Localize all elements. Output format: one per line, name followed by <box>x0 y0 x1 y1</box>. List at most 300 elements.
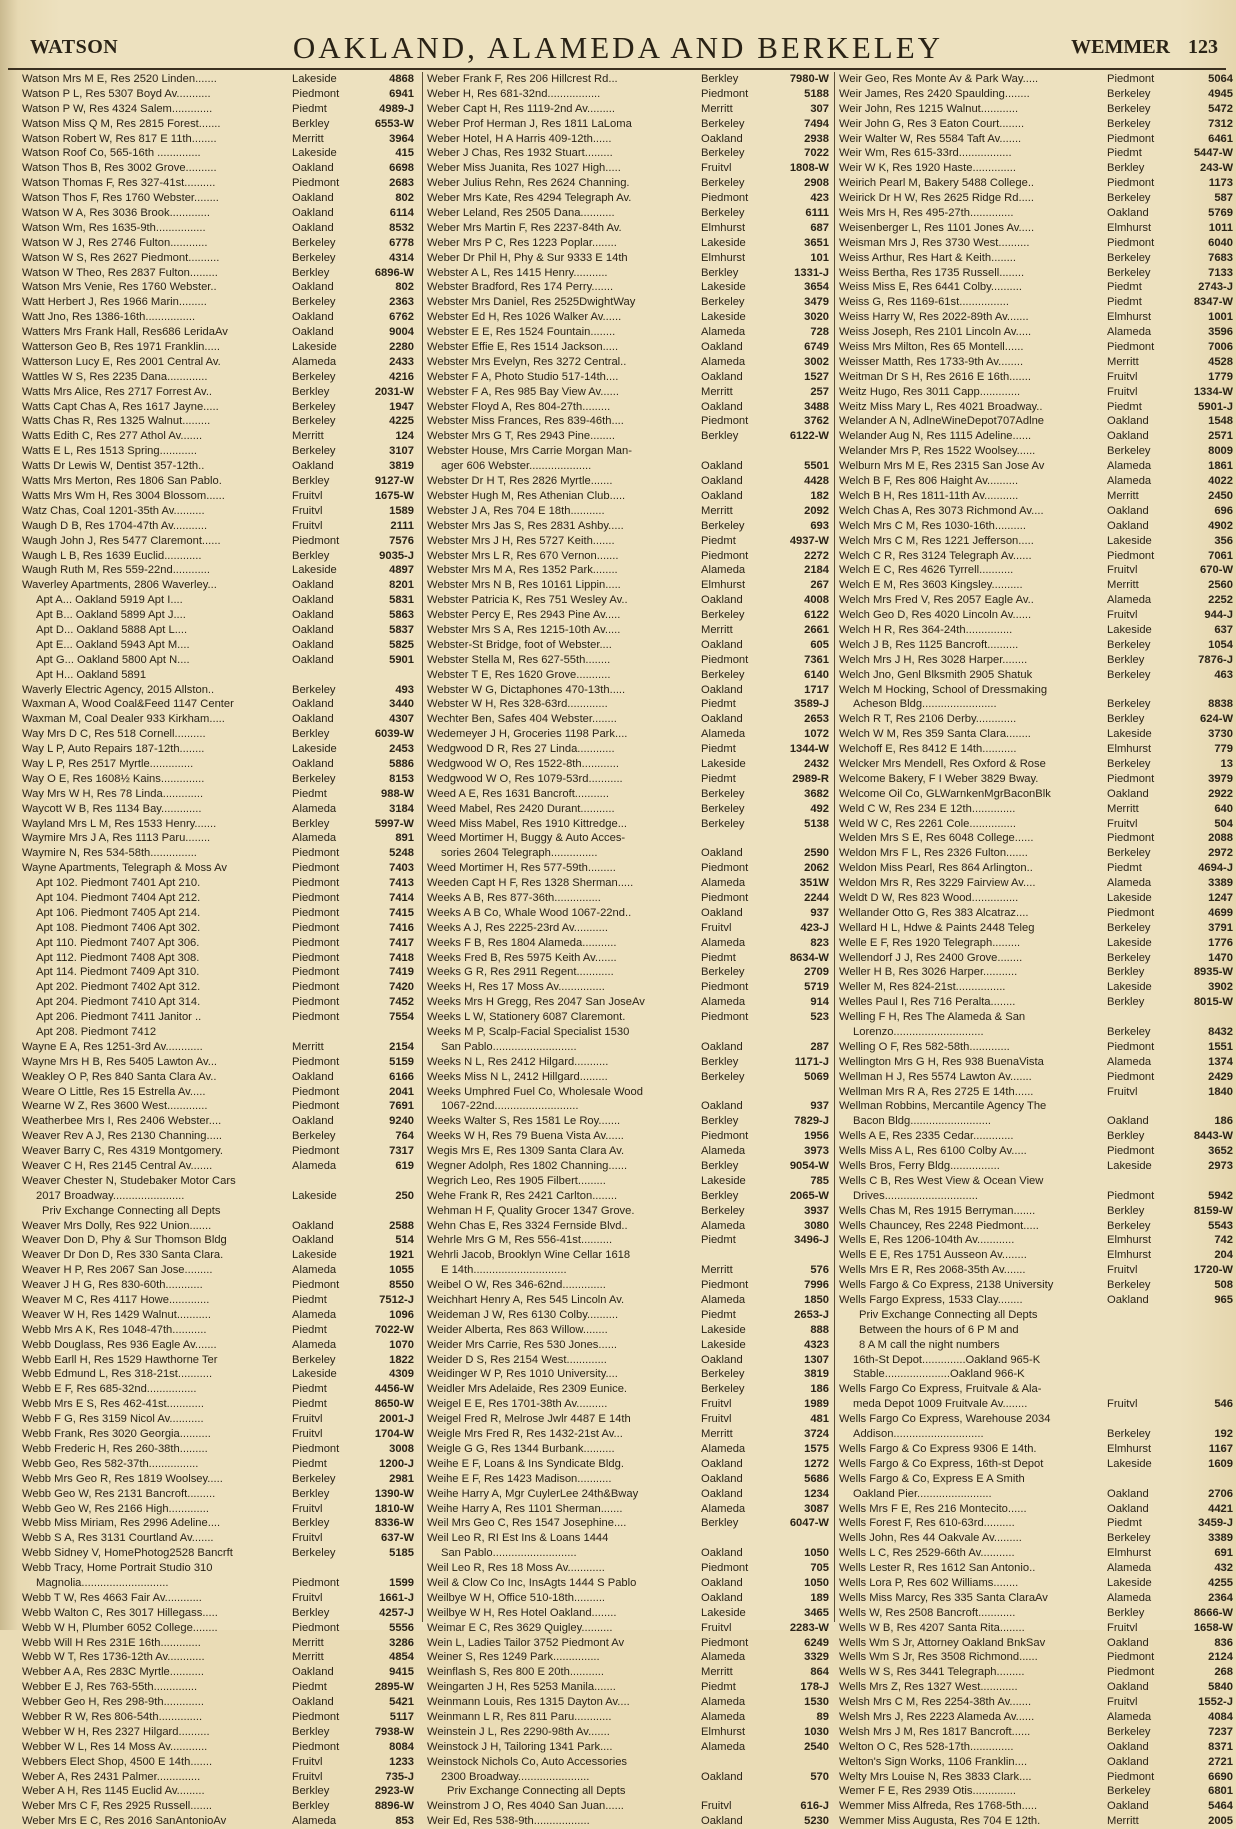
listing-entry <box>839 697 1233 712</box>
listing-entry <box>427 757 829 772</box>
listing-entry <box>22 1531 414 1546</box>
listing-phone-number: 5837 <box>389 623 414 636</box>
listing-entry <box>427 623 829 638</box>
listing-exchange: Oakland <box>1107 415 1149 428</box>
listing-exchange: Oakland <box>701 906 743 919</box>
listing-name: Addison............................. <box>853 1428 984 1441</box>
listing-entry <box>427 1353 829 1368</box>
listing-name: Wells Chauncey, Res 2248 Piedmont..... <box>839 1219 1039 1232</box>
header-right-guide-word: WEMMER <box>1071 36 1170 58</box>
listing-exchange: Fruitvl <box>701 921 732 934</box>
listing-phone-number: 8838 <box>1208 698 1233 711</box>
listing-name: Weber Mrs E C, Res 2016 SanAntonioAv <box>22 1815 227 1828</box>
listing-entry <box>22 1606 414 1621</box>
listing-name: Wemmer Miss Augusta, Res 704 E 12th. <box>839 1815 1041 1828</box>
listing-phone-number: 576 <box>810 1264 829 1277</box>
listing-name: Welch Mrs C M, Res 1221 Jefferson..... <box>839 534 1034 547</box>
listing-entry <box>427 1397 829 1412</box>
listing-name: Weaver Barry C, Res 4319 Montgomery. <box>22 1145 224 1158</box>
listing-name: Weber Julius Rehn, Res 2624 Channing. <box>427 177 630 190</box>
listing-phone-number: 891 <box>395 832 414 845</box>
listing-name: meda Depot 1009 Fruitvale Av........ <box>853 1398 1028 1411</box>
listing-entry <box>22 489 414 504</box>
listing-exchange: Berkeley <box>1107 668 1151 681</box>
listing-name: Way O E, Res 1608½ Kains.............. <box>22 772 205 785</box>
listing-name: Watterson Lucy E, Res 2001 Central Av. <box>22 355 221 368</box>
listing-name: Watson Miss Q M, Res 2815 Forest....... <box>22 117 221 130</box>
listing-phone-number: 1096 <box>389 1308 414 1321</box>
listing-exchange: Berkley <box>1107 996 1145 1009</box>
listing-name: Apt 108. Piedmont 7406 Apt 302. <box>36 921 201 934</box>
listing-entry <box>839 1784 1233 1799</box>
listing-exchange: Berkeley <box>701 802 745 815</box>
listing-phone-number: 3107 <box>389 445 414 458</box>
listing-phone-number: 9004 <box>389 326 414 339</box>
listing-name: Wells Chas M, Res 1915 Berryman....... <box>839 1204 1036 1217</box>
listing-exchange: Piedmont <box>1107 73 1155 85</box>
listing-exchange: Oakland <box>1107 787 1149 800</box>
listing-entry <box>839 1397 1233 1412</box>
listing-exchange: Piedmont <box>701 1130 749 1143</box>
listing-name: Wedgwood W O, Res 1522-8th............ <box>427 757 619 770</box>
listing-entry <box>427 1427 829 1442</box>
listing-exchange: Alameda <box>701 1740 746 1753</box>
listing-name: Watson W J, Res 2746 Fulton............ <box>22 236 208 249</box>
listing-exchange: Oakland <box>701 132 743 145</box>
listing-entry <box>839 474 1233 489</box>
listing-entry <box>22 236 414 251</box>
listing-entry <box>22 1457 414 1472</box>
listing-phone-number: 1609 <box>1208 1457 1233 1470</box>
listing-entry <box>839 1427 1233 1442</box>
listing-entry <box>22 1725 414 1740</box>
listing-entry <box>427 1263 829 1278</box>
listing-name: Weinstein J L, Res 2290-98th Av....... <box>427 1725 610 1738</box>
listing-name: Wells Wm S Jr, Attorney Oakland BnkSav <box>839 1636 1046 1649</box>
listing-name: Weil Mrs Geo C, Res 1547 Josephine.... <box>427 1517 627 1530</box>
listing-name: Wells Miss A L, Res 6100 Colby Av..... <box>839 1145 1027 1158</box>
listing-name: Weir John G, Res 3 Eaton Court........ <box>839 117 1025 130</box>
listing-phone-number: 268 <box>1214 1666 1233 1679</box>
listing-exchange: Fruitvl <box>1107 1621 1138 1634</box>
listing-entry <box>427 117 829 132</box>
listing-entry <box>22 444 414 459</box>
listing-entry <box>22 325 414 340</box>
listing-phone-number: 3651 <box>804 236 829 249</box>
listing-phone-number: 257 <box>810 385 829 398</box>
listing-entry <box>839 1233 1233 1248</box>
listing-phone-number: 4309 <box>389 1368 414 1381</box>
listing-phone-number: 9127-W <box>374 475 414 488</box>
listing-name: Weir Wm, Res 615-33rd................. <box>839 147 1012 160</box>
listing-entry <box>22 1502 414 1517</box>
listing-name: Welch Mrs Fred V, Res 2057 Eagle Av.. <box>839 594 1034 607</box>
listing-phone-number: 3329 <box>804 1651 829 1664</box>
listing-phone-number: 1810-W <box>374 1502 414 1515</box>
listing-entry <box>839 176 1233 191</box>
listing-name: Priv Exchange Connecting all Depts <box>859 1308 1038 1321</box>
listing-name: Webb T W, Res 4663 Fair Av............ <box>22 1591 202 1604</box>
listing-phone-number: 2588 <box>389 1219 414 1232</box>
listing-phone-number: 8666-W <box>1193 1606 1233 1619</box>
listing-entry <box>427 1636 829 1651</box>
listing-name: Way L P, Auto Repairs 187-12th........ <box>22 743 205 756</box>
listing-phone-number: 5230 <box>804 1815 829 1828</box>
listing-entry <box>839 146 1233 161</box>
listing-name: Apt 102. Piedmont 7401 Apt 210. <box>36 877 201 890</box>
listing-exchange: Piedmt <box>1107 862 1142 875</box>
listing-name: Weeks A J, Res 2225-23rd Av........... <box>427 921 608 934</box>
listing-phone-number: 5064 <box>1208 73 1233 85</box>
listing-phone-number: 1390-W <box>374 1487 414 1500</box>
listing-name: Weisser Matth, Res 1733-9th Av........ <box>839 355 1024 368</box>
listing-phone-number: 605 <box>810 638 829 651</box>
listing-name: Weeks A B, Res 877-36th............... <box>427 891 601 904</box>
listing-phone-number: 6698 <box>389 162 414 175</box>
listing-name: Wells E, Res 1206-104th Av............ <box>839 1234 1015 1247</box>
listing-entry <box>427 802 829 817</box>
listing-name: Welch E C, Res 4626 Tyrrell........... <box>839 564 1014 577</box>
listing-phone-number: 4937-W <box>789 534 829 547</box>
listing-phone-number: 764 <box>395 1130 414 1143</box>
listing-phone-number: 3937 <box>804 1204 829 1217</box>
listing-name: Webb W T, Res 1736-12th Av............ <box>22 1651 205 1664</box>
listing-exchange: Alameda <box>1107 1710 1152 1723</box>
listing-entry <box>427 370 829 385</box>
listing-exchange: Piedmont <box>292 877 340 890</box>
listing-phone-number: 2124 <box>1208 1651 1233 1664</box>
listing-name: Wells Mrs F E, Res 216 Montecito...... <box>839 1502 1027 1515</box>
listing-entry <box>427 1516 829 1531</box>
listing-entry <box>22 295 414 310</box>
listing-phone-number: 7452 <box>389 996 414 1009</box>
listing-entry <box>839 1472 1233 1487</box>
listing-exchange: Piedmont <box>292 1085 340 1098</box>
listing-exchange: Lakeside <box>292 147 337 160</box>
listing-name: Wells Fargo & Co Express, 16th-st Depot <box>839 1457 1044 1470</box>
listing-name: Webb Sidney V, HomePhotog2528 Bancrft <box>22 1547 233 1560</box>
listing-name: Waugh L B, Res 1639 Euclid............ <box>22 549 202 562</box>
listing-phone-number: 2283-W <box>789 1621 829 1634</box>
listing-phone-number: 8532 <box>389 221 414 234</box>
listing-exchange: Alameda <box>292 1338 337 1351</box>
listing-name: Wells Lora P, Res 602 Williams........ <box>839 1576 1019 1589</box>
listing-entry <box>22 1650 414 1665</box>
listing-exchange: Fruitvl <box>292 1532 323 1545</box>
listing-exchange: Oakland <box>701 713 743 726</box>
listing-name: Welander Aug N, Res 1115 Adeline...... <box>839 430 1032 443</box>
listing-entry <box>427 1338 829 1353</box>
listing-phone-number: 3964 <box>389 132 414 145</box>
listing-name: Watson P W, Res 4324 Salem............. <box>22 102 213 115</box>
listing-name: Waxman M, Coal Dealer 933 Kirkham..... <box>22 713 225 726</box>
listing-phone-number: 1374 <box>1208 1055 1233 1068</box>
listing-phone-number: 2973 <box>1208 1160 1233 1173</box>
listing-name: Weber A H, Res 1145 Euclid Av......... <box>22 1785 205 1798</box>
listing-phone-number: 802 <box>395 281 414 294</box>
listing-name: Weidinger W P, Res 1010 University.... <box>427 1368 618 1381</box>
listing-entry <box>427 1219 829 1234</box>
listing-phone-number: 6040 <box>1208 236 1233 249</box>
listing-phone-number: 6896-W <box>374 266 414 279</box>
listing-exchange: Berkley <box>1107 653 1145 666</box>
listing-name: Wells Fargo Co Express, Fruitvale & Ala- <box>839 1383 1042 1396</box>
listing-exchange: Oakland <box>1107 430 1149 443</box>
listing-phone-number: 7237 <box>1208 1725 1233 1738</box>
listing-entry <box>22 280 414 295</box>
listing-phone-number: 5248 <box>389 847 414 860</box>
listing-name: Webster Floyd A, Res 804-27th......... <box>427 400 611 413</box>
listing-entry <box>22 802 414 817</box>
listing-name: Wells Fargo & Co, Express E A Smith <box>839 1472 1025 1485</box>
listing-phone-number: 3080 <box>804 1219 829 1232</box>
listing-name: Weitman Dr S H, Res 2616 E 16th....... <box>839 370 1031 383</box>
listing-exchange: Fruitvl <box>1107 1398 1138 1411</box>
listing-name: Wells W S, Res 3441 Telegraph......... <box>839 1666 1025 1679</box>
listing-entry <box>427 1382 829 1397</box>
listing-exchange: Piedmont <box>292 1576 340 1589</box>
listing-phone-number: 1334-W <box>1193 385 1233 398</box>
listing-phone-number: 3724 <box>804 1428 829 1441</box>
listing-exchange: Berkley <box>701 266 739 279</box>
page-header <box>8 30 1226 70</box>
listing-entry <box>427 87 829 102</box>
listing-exchange: Fruitvl <box>1107 1264 1138 1277</box>
listing-name: Webb Frank, Res 3020 Georgia.......... <box>22 1428 211 1441</box>
listing-name: Weinstock Nichols Co, Auto Accessories <box>427 1755 628 1768</box>
listing-name: Welling O F, Res 582-58th............. <box>839 1040 1010 1053</box>
listing-name: Apt 206. Piedmont 7411 Janitor .. <box>36 1011 202 1024</box>
listing-entry <box>22 623 414 638</box>
listing-entry <box>839 683 1233 698</box>
listing-phone-number: 2429 <box>1208 1070 1233 1083</box>
listing-name: Wells Fargo & Co Express, 2138 University <box>839 1279 1054 1292</box>
listing-exchange: Oakland <box>701 1547 743 1560</box>
listing-exchange: Berkeley <box>1107 638 1151 651</box>
listing-exchange: Lakeside <box>292 1249 337 1262</box>
listing-phone-number: 178-J <box>800 1681 829 1694</box>
listing-name: Weaver Mrs Dolly, Res 922 Union....... <box>22 1219 212 1232</box>
listing-name: Apt 104. Piedmont 7404 Apt 212. <box>36 891 201 904</box>
listing-exchange: Berkeley <box>292 1472 336 1485</box>
listing-name: Wehn Chas E, Res 3324 Fernside Blvd.. <box>427 1219 628 1232</box>
listing-exchange: Berkeley <box>292 1130 336 1143</box>
listing-name: Weiss Joseph, Res 2101 Lincoln Av..... <box>839 326 1032 339</box>
listing-name: Webb Douglass, Res 936 Eagle Av....... <box>22 1338 217 1351</box>
listing-exchange: Piedmont <box>1107 177 1155 190</box>
listing-exchange: Oakland <box>701 847 743 860</box>
listing-exchange: Merritt <box>292 1040 324 1053</box>
listing-exchange: Berkeley <box>701 207 745 220</box>
listing-phone-number: 6111 <box>805 207 829 220</box>
listing-name: Webster T E, Res 1620 Grove........... <box>427 668 611 681</box>
listing-phone-number: 5863 <box>389 609 414 622</box>
listing-exchange: Lakeside <box>701 1338 746 1351</box>
listing-phone-number: 5472 <box>1208 102 1233 115</box>
listing-name: Weld C W, Res 234 E 12th.............. <box>839 802 1016 815</box>
listing-name: Wells L C, Res 2529-66th Av........... <box>839 1547 1015 1560</box>
listing-name: Apt B... Oakland 5899 Apt J.... <box>36 609 186 622</box>
listing-phone-number: 1070 <box>389 1338 414 1351</box>
listing-exchange: Lakeside <box>701 1606 746 1619</box>
listing-entry <box>22 504 414 519</box>
listing-exchange: Lakeside <box>701 1323 746 1336</box>
listing-phone-number: 3479 <box>804 296 829 309</box>
listing-entry <box>427 1695 829 1710</box>
listing-phone-number: 7980-W <box>789 73 829 85</box>
listing-phone-number: 1956 <box>804 1130 829 1143</box>
listing-phone-number: 3286 <box>389 1636 414 1649</box>
listing-entry <box>427 1189 829 1204</box>
listing-entry <box>427 1293 829 1308</box>
listing-name: Welch J B, Res 1125 Bancroft.......... <box>839 638 1019 651</box>
listing-exchange: Oakland <box>1107 1294 1149 1307</box>
listing-entry <box>427 325 829 340</box>
listing-name: Magnolia............................ <box>36 1576 169 1589</box>
listing-name: Wellard H L, Hdwe & Paints 2448 Teleg <box>839 921 1035 934</box>
listing-entry <box>427 906 829 921</box>
listing-entry <box>839 1070 1233 1085</box>
listing-name: Weitz Hugo, Res 3011 Capp............. <box>839 385 1021 398</box>
listing-name: Apt E... Oakland 5943 Apt M.... <box>36 638 190 651</box>
listing-entry <box>22 1114 414 1129</box>
listing-phone-number: 2111 <box>390 519 414 532</box>
listing-entry <box>839 534 1233 549</box>
listing-entry <box>427 921 829 936</box>
listing-entry <box>22 638 414 653</box>
listing-exchange: Oakland <box>292 192 334 205</box>
listing-entry <box>22 1204 414 1219</box>
listing-entry <box>839 280 1233 295</box>
listing-phone-number: 1234 <box>804 1487 829 1500</box>
listing-exchange: Berkley <box>292 549 330 562</box>
listing-phone-number: 8896-W <box>374 1800 414 1813</box>
listing-phone-number: 3730 <box>1208 728 1233 741</box>
listing-name: Weed Mortimer H, Res 577-59th......... <box>427 862 616 875</box>
listing-entry <box>839 1442 1233 1457</box>
listing-exchange: Berkeley <box>1107 698 1151 711</box>
listing-phone-number: 1779 <box>1208 370 1233 383</box>
listing-name: Webster Hugh M, Res Athenian Club..... <box>427 489 626 502</box>
listing-exchange: Oakland <box>292 1070 334 1083</box>
listing-exchange: Merritt <box>292 132 324 145</box>
listing-phone-number: 4945 <box>1208 87 1233 100</box>
listing-phone-number: 8084 <box>389 1740 414 1753</box>
listing-phone-number: 1717 <box>804 683 829 696</box>
listing-name: Webster Mrs S A, Res 1215-10th Av..... <box>427 623 621 636</box>
listing-phone-number: 914 <box>810 996 829 1009</box>
listing-column-3 <box>834 72 1233 1828</box>
listing-exchange: Fruitvl <box>292 1591 323 1604</box>
listing-name: E 14th.............................. <box>441 1264 567 1277</box>
listing-exchange: Berkeley <box>292 683 336 696</box>
listing-entry <box>839 191 1233 206</box>
listing-entry <box>22 1814 414 1829</box>
listing-phone-number: 7512-J <box>379 1294 414 1307</box>
listing-entry <box>22 1070 414 1085</box>
listing-entry <box>839 1665 1233 1680</box>
listing-phone-number: 5069 <box>804 1070 829 1083</box>
listing-phone-number: 2364 <box>1208 1591 1233 1604</box>
listing-phone-number: 307 <box>810 102 829 115</box>
listing-exchange: Berkeley <box>701 177 745 190</box>
listing-phone-number: 888 <box>810 1323 829 1336</box>
listing-exchange: Berkeley <box>701 147 745 160</box>
listing-entry <box>839 742 1233 757</box>
listing-entry <box>22 1338 414 1353</box>
listing-phone-number: 7415 <box>389 906 414 919</box>
listing-entry <box>839 608 1233 623</box>
listing-phone-number: 1822 <box>389 1353 414 1366</box>
listing-name: Weinmann Louis, Res 1315 Dayton Av.... <box>427 1696 630 1709</box>
listing-name: Weider Alberta, Res 863 Willow........ <box>427 1323 608 1336</box>
listing-name: Watson Wm, Res 1635-9th................ <box>22 221 206 234</box>
listing-phone-number: 616-J <box>800 1800 829 1813</box>
listing-name: Weber Prof Herman J, Res 1811 LaLoma <box>427 117 632 130</box>
listing-entry <box>427 1323 829 1338</box>
listing-name: Apt D... Oakland 5888 Apt L.... <box>36 623 188 636</box>
listing-entry <box>839 1561 1233 1576</box>
listing-name: Wells Forest F, Res 610-63rd.......... <box>839 1517 1015 1530</box>
listing-phone-number: 514 <box>395 1234 414 1247</box>
listing-entry <box>427 504 829 519</box>
listing-entry <box>22 1397 414 1412</box>
listing-name: Weller M, Res 824-21st................ <box>839 981 1006 994</box>
listing-exchange: Piedmont <box>292 966 340 979</box>
listing-phone-number: 6941 <box>389 87 414 100</box>
listing-phone-number: 1344-W <box>789 743 829 756</box>
listing-exchange: Alameda <box>292 1160 337 1173</box>
listing-phone-number: 423-J <box>800 921 829 934</box>
listing-phone-number: 4022 <box>1208 475 1233 488</box>
listing-exchange: Piedmont <box>701 1562 749 1575</box>
listing-phone-number: 2743-J <box>1198 281 1233 294</box>
listing-phone-number: 705 <box>810 1562 829 1575</box>
listing-entry <box>22 1099 414 1114</box>
listing-entry <box>427 549 829 564</box>
listing-name: Watterson Geo B, Res 1971 Franklin..... <box>22 341 220 354</box>
listing-entry <box>22 980 414 995</box>
listing-name: Welch C R, Res 3124 Telegraph Av...... <box>839 549 1032 562</box>
listing-entry <box>839 623 1233 638</box>
listing-name: Wells Bros, Ferry Bldg................ <box>839 1160 1000 1173</box>
listing-phone-number: 965 <box>1214 1294 1233 1307</box>
listing-name: Webster Mrs N B, Res 10161 Lippin..... <box>427 579 621 592</box>
listing-entry <box>22 668 414 683</box>
listing-name: Watts Capt Chas A, Res 1617 Jayne..... <box>22 400 219 413</box>
listing-name: sories 2604 Telegraph............... <box>441 847 598 860</box>
listing-exchange: Oakland <box>701 1770 743 1783</box>
listing-phone-number: 2590 <box>804 847 829 860</box>
listing-phone-number: 637 <box>1214 623 1233 636</box>
listing-name: Weeks W H, Res 79 Buena Vista Av...... <box>427 1130 624 1143</box>
listing-exchange: Lakeside <box>701 1174 746 1187</box>
listing-entry <box>427 995 829 1010</box>
listing-name: Weigle G G, Res 1344 Burbank.......... <box>427 1442 615 1455</box>
listing-entry <box>839 1040 1233 1055</box>
listing-name: Weeden Capt H F, Res 1328 Sherman..... <box>427 877 634 890</box>
listing-name: Weihe Harry A, Mgr CuylerLee 24th&Bway <box>427 1487 639 1500</box>
listing-exchange: Merritt <box>701 623 733 636</box>
listing-entry <box>22 1055 414 1070</box>
listing-name: Weaver H P, Res 2067 San Jose......... <box>22 1264 213 1277</box>
listing-phone-number: 508 <box>1214 1279 1233 1292</box>
listing-name: Webb E F, Res 685-32nd................ <box>22 1383 197 1396</box>
listing-exchange: Fruitvl <box>292 489 323 502</box>
listing-phone-number: 250 <box>395 1189 414 1202</box>
listing-exchange: Fruitvl <box>292 504 323 517</box>
listing-exchange: Oakland <box>292 579 334 592</box>
